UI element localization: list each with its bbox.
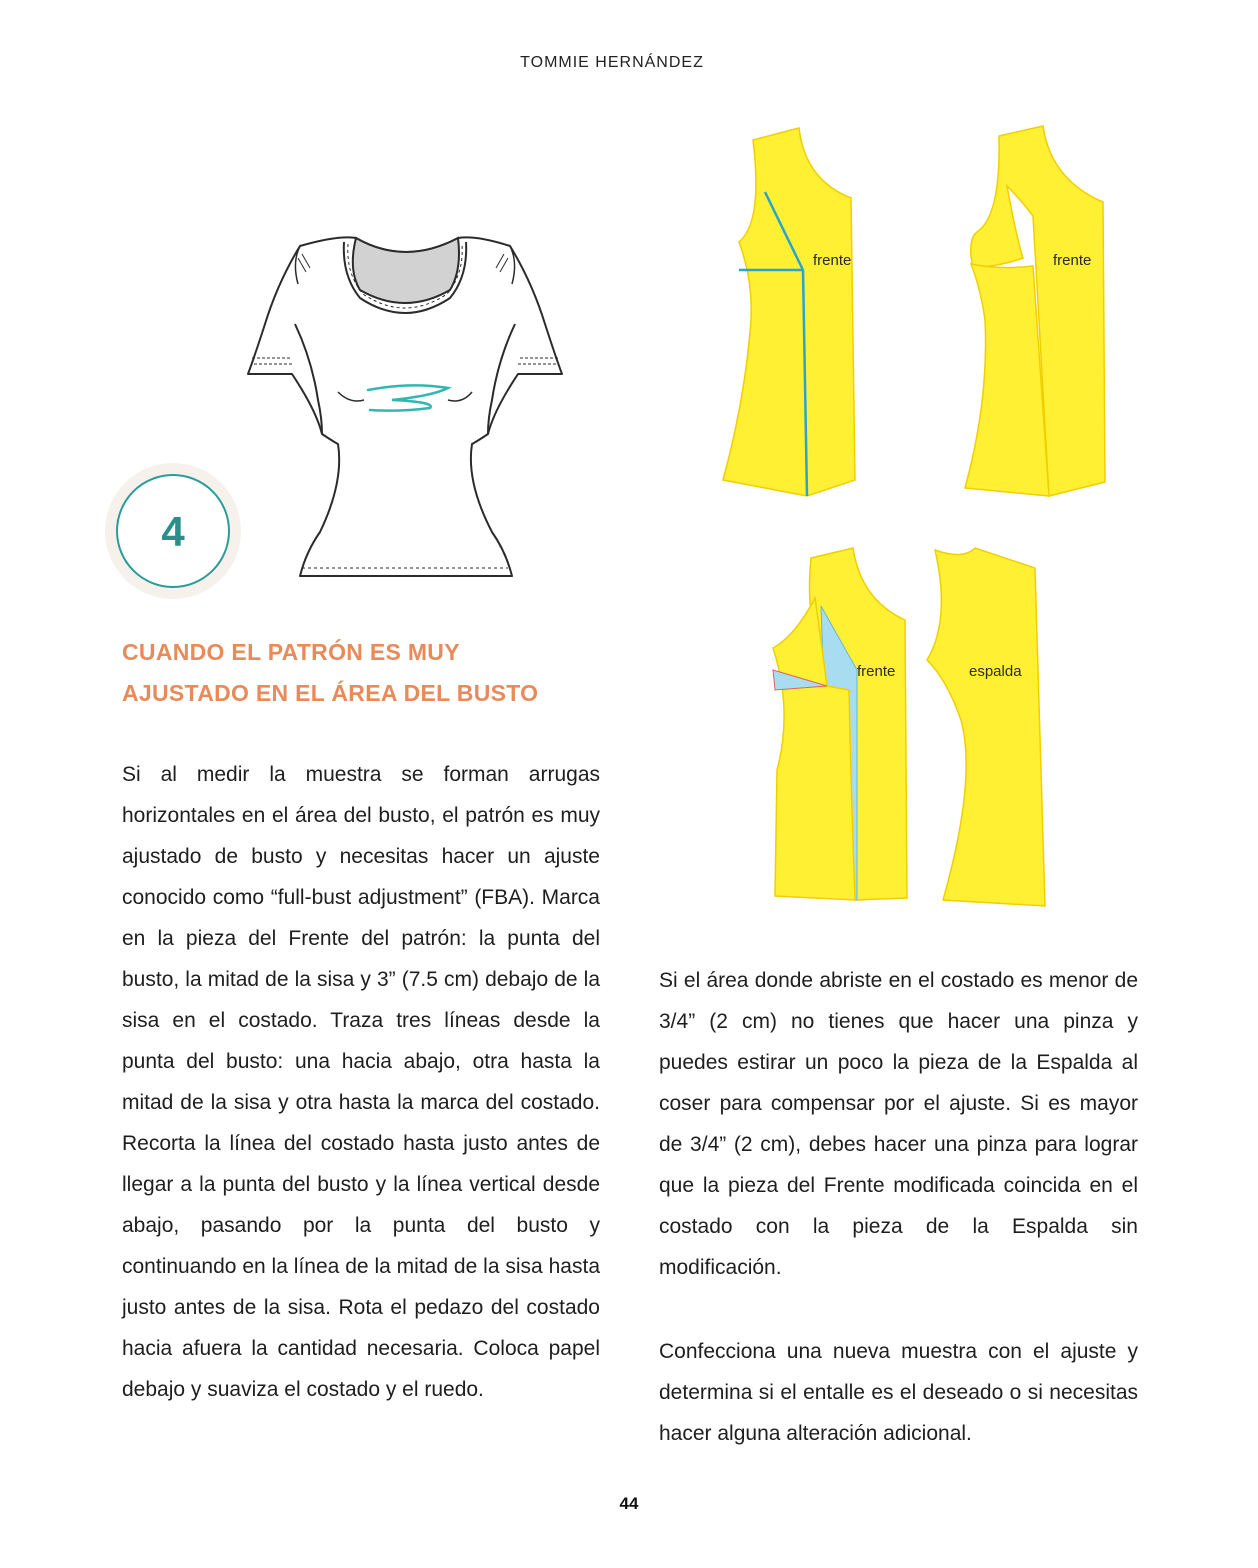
right-column-text-2 [659,1331,1138,1454]
left-paragraph: Si al medir la muestra se forman arrugas horizontales en el área del busto, el patrón es muy ajustado de busto y necesitas hacer un ajuste conocido como “full-bust adjustment” (FBA). Marca en la pieza del Frente del patrón: la punta del busto, la mitad de la sisa y 3” (7.5 cm) debajo de la sisa en el costado. Traza tres líneas desde la punta del busto: una hacia abajo, otra hasta la mitad de la sisa y otra hasta la marca del costado. Recorta la línea del costado hasta justo antes de llegar a la punta del busto y la línea vertical desde abajo, pasando por la punta del busto y continuando en la línea de la mitad de la sisa hasta justo antes de la sisa. Rota el pedazo del costado hacia afuera la cantidad necesaria. Coloca papel debajo y suaviza el costado y el ruedo. [122,763,600,1401]
section-heading-line-1: CUANDO EL PATRÓN ES MUY [122,639,460,665]
right-column-text-1 [659,960,1138,1288]
running-head: TOMMIE HERNÁNDEZ [520,54,704,71]
pattern-label-back: espalda [969,663,1022,680]
pattern-step-illustration-bottom [765,540,1055,912]
step-number: 4 [161,508,185,555]
pattern-step-illustration-top [715,120,1115,500]
right-paragraph-1: Si el área donde abriste en el costado es menor de 3/4” (2 cm) no tienes que hacer una pinza y puedes estirar un poco la pieza de la Espalda al coser para compensar por el ajuste. Si es mayor de 3/4” (2 cm), debes hacer una pinza para lograr que la pieza del Frente modificada coincida en el costado con la pieza de la Espalda sin modificación. [659,969,1138,1279]
section-heading-line-2: AJUSTADO EN EL ÁREA DEL BUSTO [122,680,539,706]
page-number: 44 [619,1494,639,1513]
pattern-label-front-1: frente [813,252,852,269]
step-number-badge [104,462,242,600]
tshirt-illustration [240,232,570,582]
pattern-label-front-2: frente [1053,252,1092,269]
pattern-label-front-3: frente [857,663,896,680]
left-column-text [122,754,600,1410]
right-paragraph-2: Confecciona una nueva muestra con el ajuste y determina si el entalle es el deseado o si necesitas hacer alguna alteración adicional. [659,1340,1138,1445]
section-heading [122,632,602,714]
